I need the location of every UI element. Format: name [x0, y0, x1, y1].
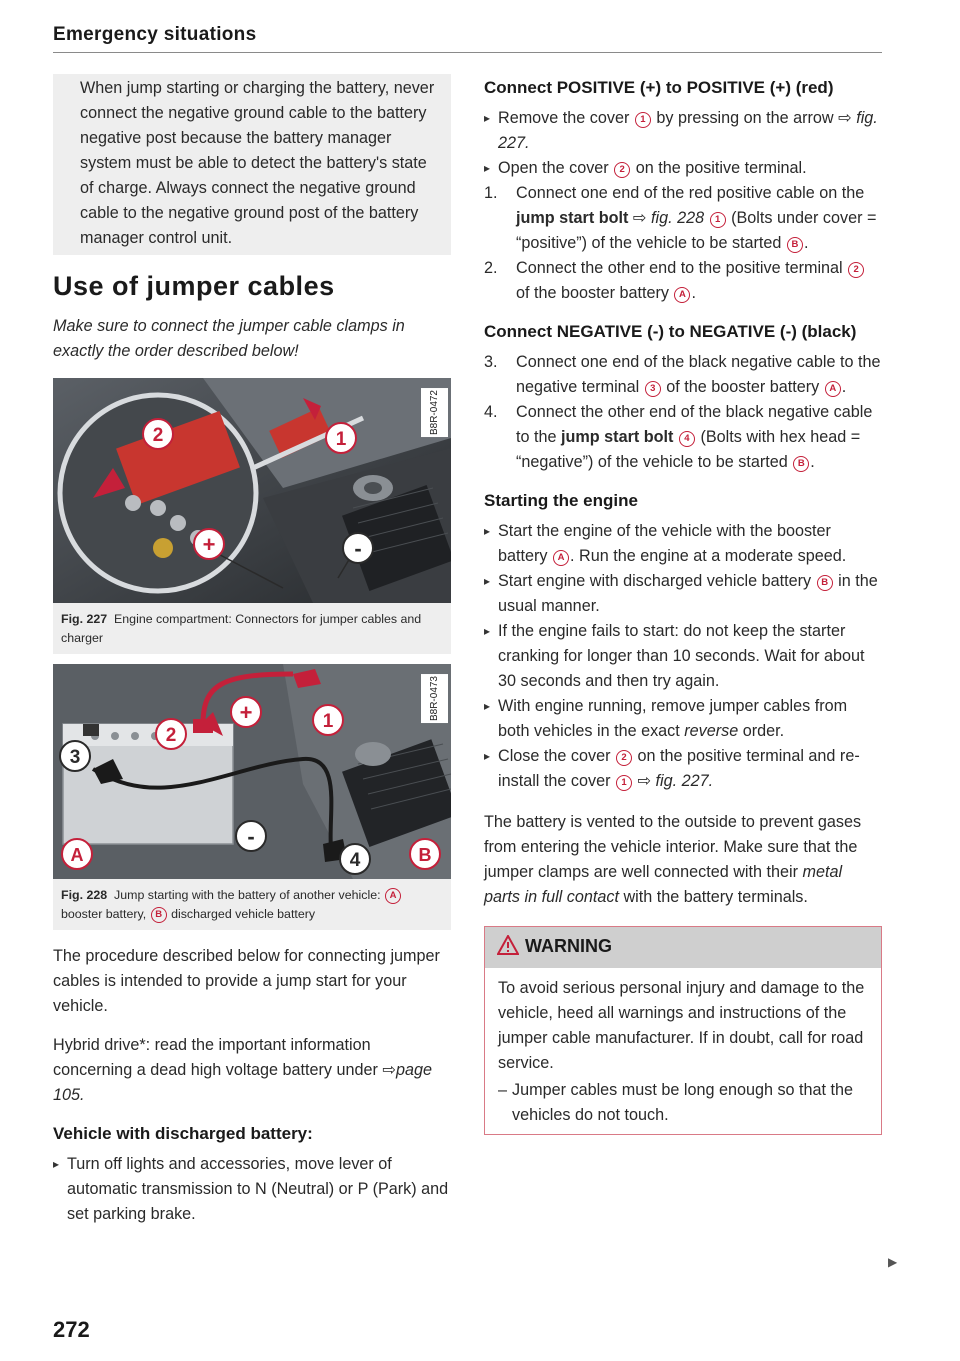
left-column	[53, 74, 451, 1227]
list-item: ▸ Close the cover 2 on the positive terminal and re-install the cover 1 ⇨ fig. 227.	[484, 744, 882, 794]
callout-marker: B	[151, 907, 167, 923]
list-item: 4. Connect the other end of the black negative cable to the jump start bolt 4 (Bolts with hex head = “negative”) of the vehicle to be started B .	[484, 403, 873, 471]
figure-code: B8R-0472	[421, 388, 448, 437]
callout-text: A	[70, 845, 84, 865]
figure-228-caption	[53, 879, 451, 930]
vehicle-heading: Vehicle with discharged battery:	[53, 1124, 313, 1143]
callout-text: 4	[349, 850, 361, 871]
callout-text: 1	[322, 711, 334, 732]
figure-227-caption	[53, 603, 451, 654]
callout-text: 3	[69, 747, 81, 768]
figure-label: Fig. 227	[61, 612, 108, 626]
callout-text: -	[354, 536, 362, 561]
positive-bullets	[484, 106, 882, 181]
callout-marker: 2	[616, 750, 632, 766]
note-text: When jump starting or charging the battery, never connect the negative ground cable to the battery negative post because the battery manager system must be able to detect the battery's state of charge. Always connect the negative ground cable to the negative ground post of the battery manager control unit.	[80, 79, 435, 247]
start-heading: Starting the engine	[484, 491, 638, 510]
list-item: ▸ Open the cover 2 on the positive terminal.	[484, 156, 882, 181]
list-item: ▸ Remove the cover 1 by pressing on the arrow ⇨ fig. 227.	[484, 106, 882, 156]
callout-text: +	[202, 532, 216, 557]
list-item: ▸ If the engine fails to start: do not keep the starter cranking for longer than 10 seconds. Wait for about 30 seconds and then try again.	[484, 619, 882, 694]
callout-text: 1	[335, 429, 347, 450]
callout-text: 2	[152, 425, 164, 446]
vehicle-list	[53, 1152, 451, 1227]
start-bullets	[484, 519, 882, 794]
header-rule	[53, 52, 882, 53]
warning-triangle-icon	[497, 934, 519, 964]
list-item: 2. Connect the other end to the positive terminal 2 of the booster battery A .	[484, 256, 882, 306]
vent-paragraph: The battery is vented to the outside to prevent gases from entering the vehicle interior. Make sure that the jumper clamps are well connected with their metal parts in full contact with the battery terminals.	[484, 813, 862, 906]
negative-steps	[484, 350, 882, 475]
callout-marker: 1	[710, 212, 726, 228]
callout-marker: A	[553, 550, 569, 566]
figure-227-image	[53, 378, 451, 603]
positive-steps	[484, 181, 882, 306]
figure-caption-b: discharged vehicle battery	[171, 907, 316, 921]
positive-heading: Connect POSITIVE (+) to POSITIVE (+) (red)	[484, 78, 834, 97]
reference-arrow-icon: ⇨	[632, 209, 647, 227]
callout-marker: B	[793, 456, 809, 472]
figure-caption-text: Engine compartment: Connectors for jumper cables and charger	[61, 612, 422, 645]
reference-arrow-icon: ⇨	[382, 1061, 396, 1079]
page-reference-link[interactable]: page 105.	[53, 1061, 432, 1104]
list-item: ▸ With engine running, remove jumper cables from both vehicles in the exact reverse order.	[484, 694, 882, 744]
procedure-paragraph: The procedure described below for connecting jumper cables is intended to provide a jump start for your vehicle.	[53, 947, 440, 1015]
callout-marker: 1	[635, 112, 651, 128]
negative-heading: Connect NEGATIVE (-) to NEGATIVE (-) (black)	[484, 322, 857, 341]
figure-label: Fig. 228	[61, 888, 108, 902]
continue-arrow-icon: ▶	[888, 1255, 898, 1269]
figure-reference-link[interactable]: fig. 227.	[498, 109, 878, 152]
warning-body	[485, 968, 881, 1134]
hybrid-text: Hybrid drive*: read the important information concerning a dead high voltage battery under	[53, 1036, 378, 1079]
figure-caption-a: booster battery,	[61, 907, 147, 921]
list-item: 3. Connect one end of the black negative cable to the negative terminal 3 of the booster battery A .	[484, 353, 881, 396]
callout-marker: 2	[848, 262, 864, 278]
figure-reference-link[interactable]: fig. 227.	[655, 772, 714, 790]
callout-marker: A	[674, 287, 690, 303]
reference-arrow-icon: ⇨	[637, 772, 652, 790]
callout-marker: 2	[614, 162, 630, 178]
list-item: ▸ Start the engine of the vehicle with the booster battery A . Run the engine at a moderate speed.	[484, 519, 882, 569]
warning-header	[485, 927, 881, 968]
hybrid-paragraph	[53, 1033, 451, 1108]
note-box	[53, 74, 451, 255]
callout-marker: 4	[679, 431, 695, 447]
callout-text: B	[418, 845, 432, 865]
figure-reference-link[interactable]: fig. 228	[651, 209, 705, 227]
callout-marker: 1	[616, 775, 632, 791]
callout-marker: A	[825, 381, 841, 397]
engine-compartment-illustration	[53, 378, 451, 603]
page-number: 272	[53, 1317, 90, 1342]
right-column	[484, 74, 882, 1135]
callout-text: 2	[165, 725, 177, 746]
figure-228-image	[53, 664, 451, 879]
section-header: Emergency situations	[53, 24, 257, 45]
jump-start-illustration	[53, 664, 451, 879]
reference-arrow-icon: ⇨	[838, 109, 852, 127]
callout-marker: A	[385, 888, 401, 904]
warning-title: WARNING	[525, 936, 612, 956]
list-item: ▸ Turn off lights and accessories, move lever of automatic transmission to N (Neutral) or P (Park) and set parking brake.	[53, 1152, 451, 1227]
warning-text: To avoid serious personal injury and damage to the vehicle, heed all warnings and instructions of the jumper cable manufacturer. If in doubt, call for road service.	[498, 979, 865, 1072]
callout-marker: B	[817, 575, 833, 591]
callout-text: -	[247, 824, 255, 849]
list-item: 1. Connect one end of the red positive cable on the jump start bolt ⇨ fig. 228 1 (Bolts under cover = “positive”) of the vehicle to be started B .	[484, 184, 877, 252]
warning-dash-item: – Jumper cables must be long enough so that the vehicles do not touch.	[498, 1081, 854, 1124]
section-title: Use of jumper cables	[53, 271, 335, 301]
callout-marker: 3	[645, 381, 661, 397]
warning-box	[484, 926, 882, 1135]
figure-code: B8R-0473	[421, 674, 448, 723]
callout-text: +	[239, 700, 253, 725]
figure-caption-pre: Jump starting with the battery of another vehicle:	[114, 888, 381, 902]
list-item: ▸ Start engine with discharged vehicle battery B in the usual manner.	[484, 569, 882, 619]
section-intro: Make sure to connect the jumper cable clamps in exactly the order described below!	[53, 317, 405, 360]
callout-marker: B	[787, 237, 803, 253]
